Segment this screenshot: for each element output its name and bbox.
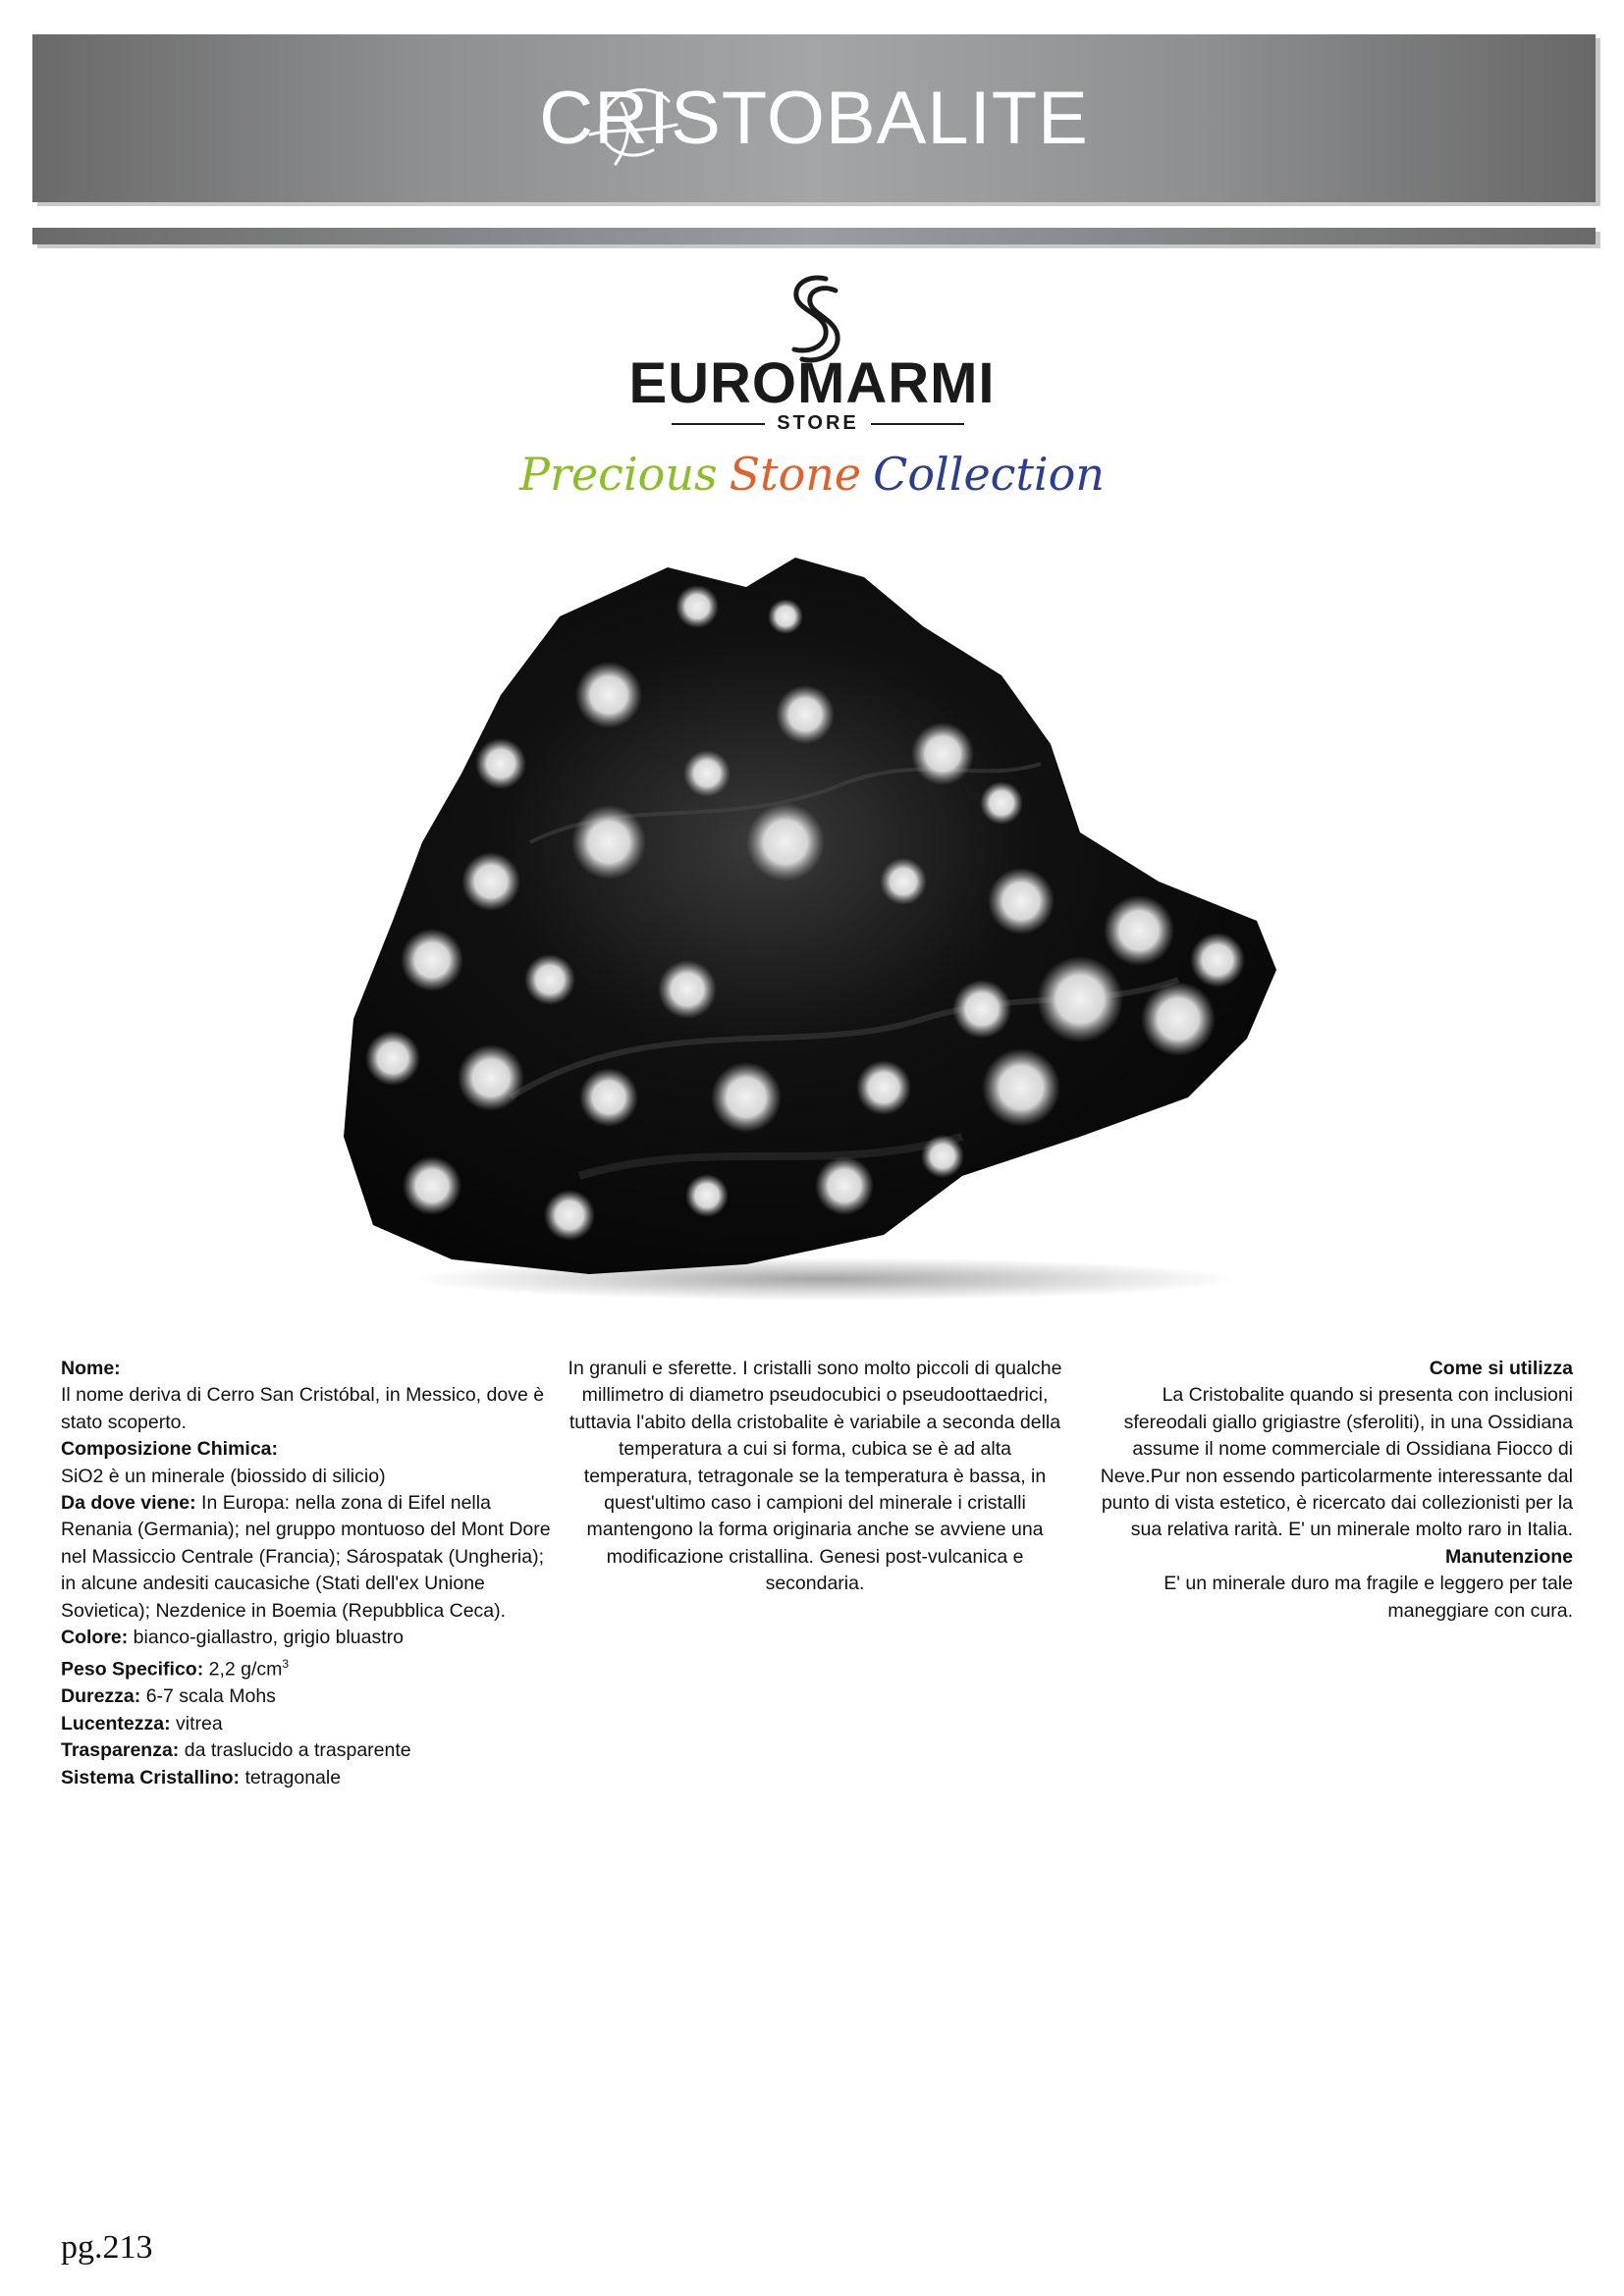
brand-sub-row [672,412,964,434]
uso-label: Come si utilizza [1429,1358,1573,1379]
lucentezza-text: vitrea [170,1712,223,1735]
peso-text: 2,2 g/cm [203,1658,283,1681]
provenienza-label: Da dove viene: [61,1492,196,1515]
composizione-text: SiO2 è un minerale (biossido di silicio) [61,1465,386,1487]
sistema-label: Sistema Cristallino: [61,1766,241,1789]
provenienza-row [61,1490,552,1625]
sistema-text: tetragonale [240,1766,342,1789]
trasparenza-row [61,1737,552,1764]
snowflake-obsidian-stone-icon [334,548,1296,1304]
forma-text: In granuli e sferette. I cristalli sono molto piccoli di qualche millimetro di diametro pseudocubici o pseudoottaedrici, tuttavia l'abito della cristobalite è variabile a seconda della temperatura a cui si forma, cubica se è ad alta temperatura, tetragonale se la temperatura è bassa, in quest'ultimo caso i campioni del minerale i cristalli mantengono la forma originaria anche se avviene una modificazione cristallina. Genesi post-vulcanica e secondaria. [568,1358,1062,1595]
info-column-right [1082,1356,1573,1625]
info-column-middle [565,1356,1065,1598]
colore-row [61,1625,552,1651]
lucentezza-row [61,1711,552,1737]
durezza-label: Durezza: [61,1685,141,1708]
trasparenza-text: da traslucido a trasparente [179,1739,411,1762]
durezza-row [61,1683,552,1710]
peso-row [61,1651,552,1683]
colore-label: Colore: [61,1627,129,1649]
lucentezza-label: Lucentezza: [61,1712,171,1735]
nome-label: Nome: [61,1358,121,1379]
brand-sub: STORE [777,412,859,434]
provenienza-text: In Europa: nella zona di Eifel nella Renania (Germania); nel gruppo montuoso del Mont Dore nel Massiccio Centrale (Francia); Sárospatak (Ungheria); in alcune andesiti caucasiche (Stati dell'ex Unione Sovietica); Nezdenice in Boemia (Repubblica Ceca). [61,1492,551,1622]
nome-text: Il nome deriva di Cerro San Cristóbal, in Messico, dove è stato scoperto. [61,1384,545,1433]
manutenzione-label: Manutenzione [1445,1545,1573,1568]
header-divider [32,228,1596,244]
trasparenza-label: Trasparenza: [61,1739,180,1762]
page-title: CRISTOBALITE [539,77,1089,160]
page-number: pg.213 [61,2229,153,2266]
peso-sup: 3 [282,1657,290,1672]
composizione-label: Composizione Chimica: [61,1438,279,1461]
brand-name: EUROMARMI [628,351,996,415]
collection-tagline [511,448,1113,501]
sistema-row [61,1765,552,1791]
manutenzione-text: E' un minerale duro ma fragile e leggero per tale maneggiare con cura. [1164,1573,1573,1622]
collection-word-precious: Precious [519,448,718,501]
collection-word-stone: Stone [729,448,862,501]
info-column-left [61,1356,552,1791]
brand-sub-line-right [871,423,964,425]
colore-text: bianco-giallastro, grigio bluastro [128,1627,404,1649]
uso-text: La Cristobalite quando si presenta con inclusioni sfereodali giallo grigiastre (sferoliti), in una Ossidiana assume il nome commerciale di Ossidiana Fiocco di Neve.Pur non essendo particolarmente interessante dal punto di vista estetico, è ricercato dai collezionisti per la sua relativa rarità. E' un minerale molto raro in Italia. [1100,1384,1573,1541]
title-banner [32,34,1596,202]
durezza-text: 6-7 scala Mohs [140,1685,276,1708]
peso-label: Peso Specifico: [61,1658,204,1681]
collection-word-collection: Collection [873,448,1105,501]
